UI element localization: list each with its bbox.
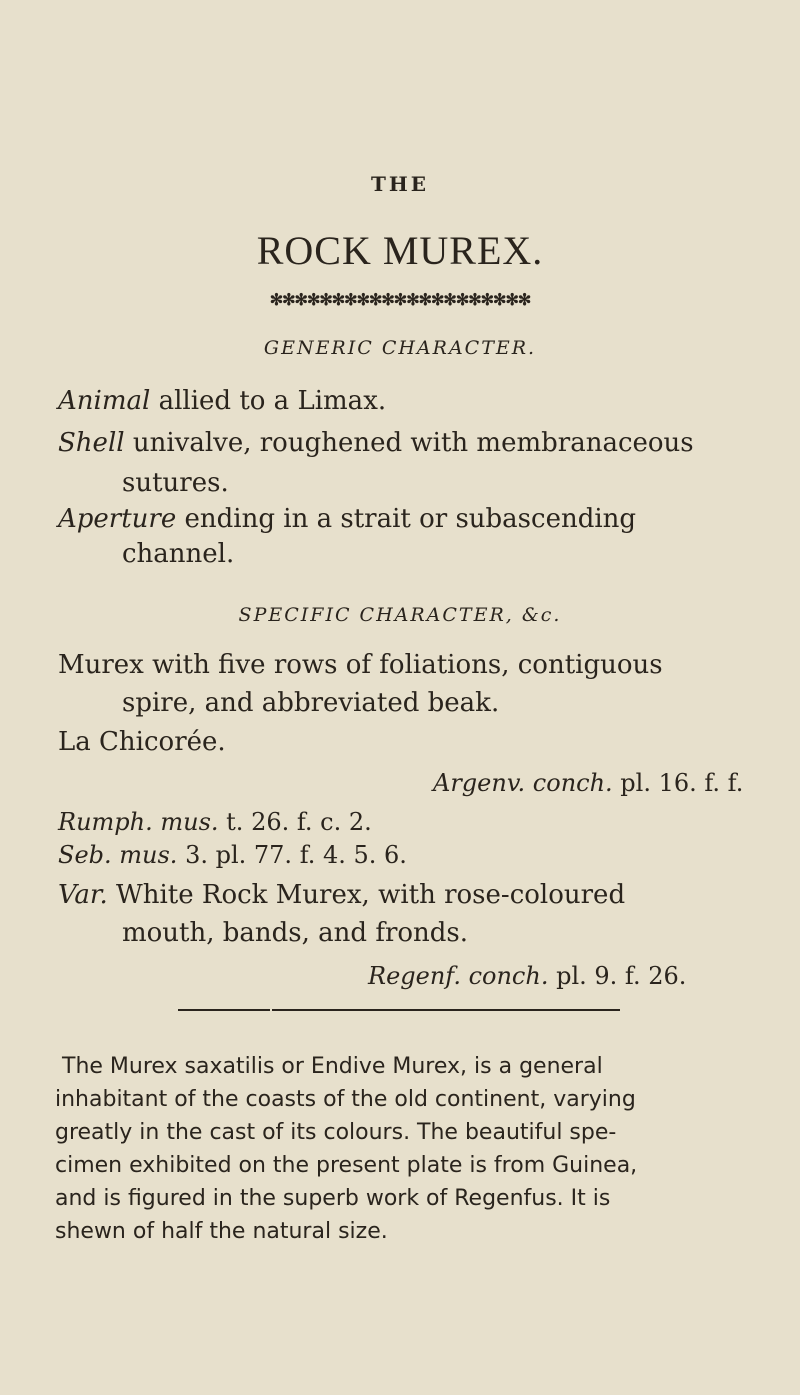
aperture-line	[58, 504, 636, 534]
specific-desc-line-1: Murex with five rows of foliations, contiguous	[58, 650, 663, 680]
animal-text: allied to a Limax.	[150, 386, 387, 416]
variety-text: White Rock Murex, with rose-coloured	[107, 880, 626, 910]
variety-line-2: mouth, bands, and fronds.	[122, 918, 469, 948]
aperture-line-2: channel.	[122, 539, 235, 569]
shell-line-2: sutures.	[122, 468, 229, 498]
aperture-text: ending in a strait or subascending	[176, 504, 637, 534]
paragraph-line-4: cimen exhibited on the present plate is from Guinea,	[55, 1153, 638, 1178]
shell-line	[58, 428, 694, 458]
variety-label: Var.	[58, 880, 108, 910]
variety-line	[58, 880, 625, 910]
animal-label: Animal	[58, 386, 151, 416]
common-name: La Chicorée.	[58, 727, 226, 757]
paragraph-line-3: greatly in the cast of its colours. The beautiful spe-	[55, 1120, 617, 1145]
star-ornament: ✻✻✻✻✻✻✻✻✻✻✻✻✻✻✻✻✻✻✻✻✻	[269, 290, 531, 309]
animal-line	[58, 386, 386, 416]
shell-label: Shell	[58, 428, 125, 458]
header-the: THE	[370, 172, 430, 196]
reference-regenfus	[368, 962, 686, 990]
paragraph-line-5: and is figured in the superb work of Regenfus. It is	[55, 1186, 611, 1211]
reference-seba	[58, 841, 407, 869]
ref-rumph-author: Rumph. mus.	[58, 808, 219, 836]
ref-argenville-rest: pl. 16. f. f.	[612, 769, 744, 797]
ref-regenfus-rest: pl. 9. f. 26.	[548, 962, 687, 990]
generic-character-heading: GENERIC CHARACTER.	[263, 337, 537, 359]
page-title: ROCK MUREX.	[256, 228, 544, 273]
specific-character-heading: SPECIFIC CHARACTER, &c.	[238, 604, 562, 626]
paragraph-line-1: The Murex saxatilis or Endive Murex, is a general	[62, 1054, 603, 1079]
specific-desc-line-2: spire, and abbreviated beak.	[122, 688, 500, 718]
divider-rule-right	[272, 1009, 620, 1011]
paragraph-line-2: inhabitant of the coasts of the old continent, varying	[55, 1087, 636, 1112]
ref-argenville-author: Argenv. conch.	[433, 769, 613, 797]
divider-rule-left	[178, 1009, 270, 1011]
reference-argenville	[433, 769, 743, 797]
ref-seba-rest: 3. pl. 77. f. 4. 5. 6.	[177, 841, 407, 869]
ref-rumph-rest: t. 26. f. c. 2.	[218, 808, 372, 836]
shell-text: univalve, roughened with membranaceous	[124, 428, 694, 458]
paragraph-line-6: shewn of half the natural size.	[55, 1219, 388, 1244]
ref-seba-author: Seb. mus.	[58, 841, 178, 869]
reference-rumph	[58, 808, 372, 836]
aperture-label: Aperture	[58, 504, 177, 534]
ref-regenfus-author: Regenf. conch.	[368, 962, 549, 990]
